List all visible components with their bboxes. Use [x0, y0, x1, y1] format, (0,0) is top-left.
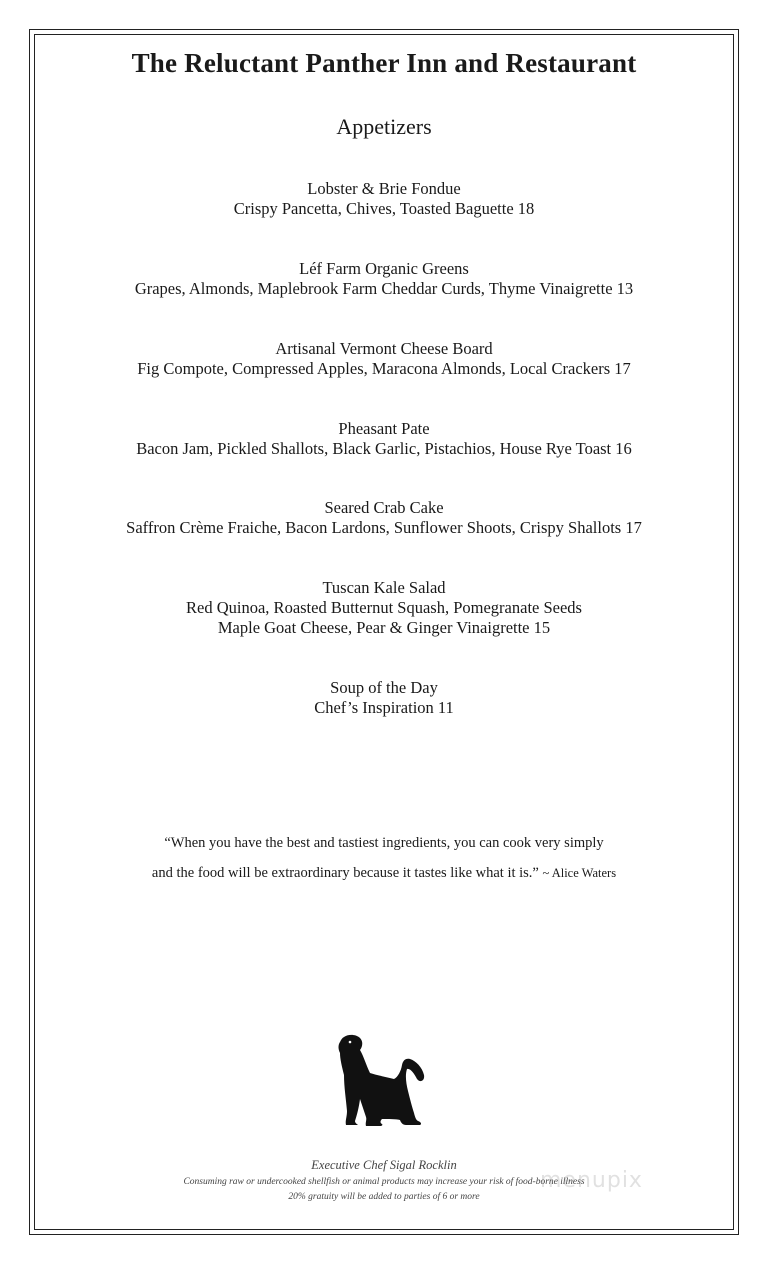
- menu-item: [0, 339, 768, 379]
- menu-item: [0, 678, 768, 718]
- menu-item-name: Lobster & Brie Fondue: [307, 179, 461, 198]
- executive-chef: Executive Chef Sigal Rocklin: [311, 1158, 457, 1172]
- menu-item-description: Red Quinoa, Roasted Butternut Squash, Pomegranate Seeds: [186, 598, 582, 617]
- menu-item-description: Maple Goat Cheese, Pear & Ginger Vinaigrette 15: [217, 618, 551, 637]
- menu-item: [0, 259, 768, 299]
- menu-item-name: Léf Farm Organic Greens: [299, 259, 469, 278]
- menu-item-description: Grapes, Almonds, Maplebrook Farm Cheddar Curds, Thyme Vinaigrette 13: [134, 279, 634, 298]
- watermark: menupix: [540, 1168, 643, 1193]
- restaurant-title: The Reluctant Panther Inn and Restaurant: [131, 48, 637, 78]
- menu-item-name: Seared Crab Cake: [324, 498, 444, 517]
- quote-text: and the food will be extraordinary because it tastes like what it is.”: [151, 865, 539, 881]
- menu-item-description: Crispy Pancetta, Chives, Toasted Baguette 18: [233, 199, 535, 218]
- section-heading: Appetizers: [336, 114, 432, 139]
- menu-item: [0, 498, 768, 538]
- menu-item-name: Pheasant Pate: [338, 419, 430, 438]
- menu-item-description: Chef’s Inspiration 11: [314, 698, 454, 717]
- quote-line-2: [0, 865, 768, 882]
- menu-item-description: Fig Compote, Compressed Apples, Maracona Almonds, Local Crackers 17: [137, 359, 631, 378]
- quote-attribution: ~ Alice Waters: [542, 866, 617, 880]
- menu-item-description: Bacon Jam, Pickled Shallots, Black Garlic, Pistachios, House Rye Toast 16: [136, 439, 632, 458]
- food-safety-notice: Consuming raw or undercooked shellfish or animal products may increase your risk of food-borne illness: [183, 1177, 585, 1187]
- menu-item: [0, 419, 768, 459]
- panther-logo-icon: [330, 1033, 436, 1129]
- menu-item: [0, 578, 768, 638]
- menu-item-name: Soup of the Day: [330, 678, 438, 697]
- menu-item: [0, 179, 768, 219]
- menu-item-name: Tuscan Kale Salad: [322, 578, 446, 597]
- quote-line-1: “When you have the best and tastiest ingredients, you can cook very simply: [164, 835, 604, 851]
- menu-item-description: Saffron Crème Fraiche, Bacon Lardons, Sunflower Shoots, Crispy Shallots 17: [126, 518, 642, 537]
- menu-item-name: Artisanal Vermont Cheese Board: [275, 339, 493, 358]
- gratuity-notice: 20% gratuity will be added to parties of 6 or more: [288, 1192, 480, 1202]
